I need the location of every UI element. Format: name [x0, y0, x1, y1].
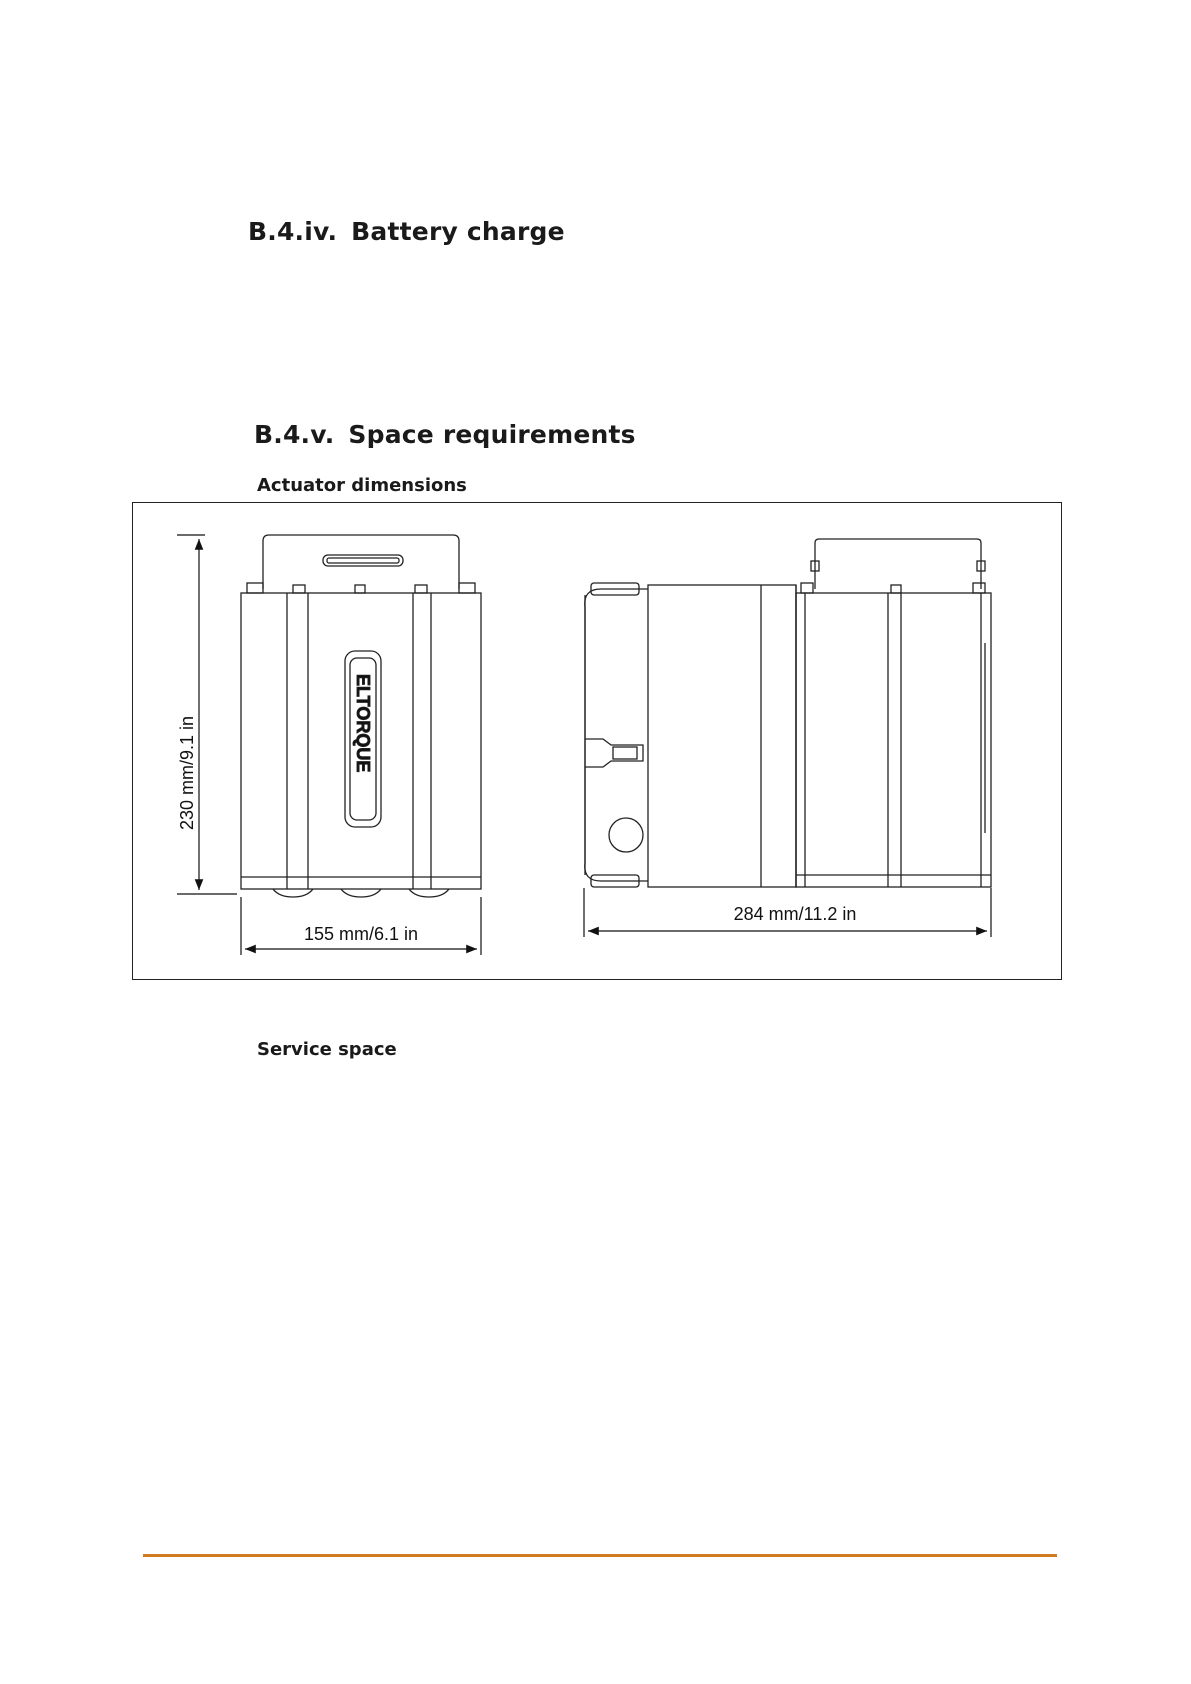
section-heading-battery-charge — [248, 217, 565, 246]
section-heading-space-requirements — [254, 420, 636, 449]
actuator-dimensions-figure — [132, 502, 1062, 980]
width-label: 155 mm/6.1 in — [303, 924, 419, 944]
subheading-actuator-dimensions: Actuator dimensions — [257, 475, 467, 496]
section-title: Battery charge — [351, 217, 565, 246]
subheading-service-space: Service space — [257, 1039, 397, 1060]
footer-rule — [143, 1554, 1057, 1557]
section-number: B.4.iv. — [248, 217, 338, 246]
section-number: B.4.v. — [254, 420, 335, 449]
section-title: Space requirements — [348, 420, 636, 449]
length-label: 284 mm/11.2 in — [733, 904, 857, 924]
height-label: 230 mm/9.1 in — [177, 715, 197, 831]
height-dimension — [177, 535, 237, 894]
logo-text: ELTORQUE — [353, 674, 373, 773]
side-view — [585, 539, 991, 887]
actuator-drawing — [133, 503, 1060, 978]
